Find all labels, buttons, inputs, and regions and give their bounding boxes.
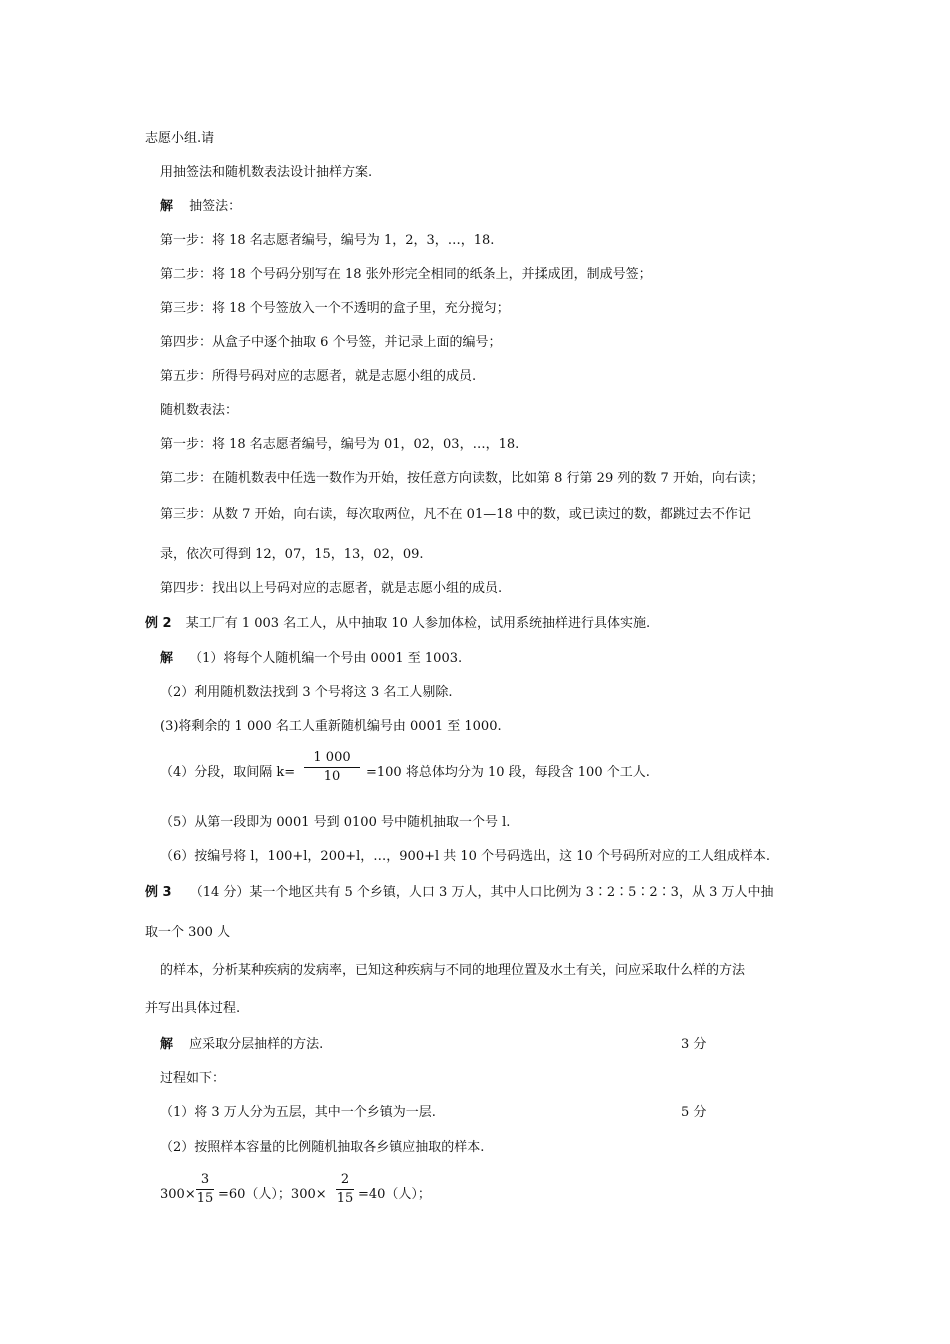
ex2-step-4-pre: （4）分段，取间隔 k= [160,765,296,780]
lottery-step-1: 第一步：将 18 名志愿者编号，编号为 1，2，3，…，18. [160,233,495,248]
ex2-step-4-post: =100 将总体均分为 10 段，每段含 100 个工人. [366,765,650,780]
score-3: 3 分 [681,1037,707,1052]
ex3-method: 应采取分层抽样的方法. [189,1037,324,1052]
calc-b: =60（人）；300× [218,1187,327,1202]
lottery-step-4: 第四步：从盒子中逐个抽取 6 个号签，并记录上面的编号； [160,335,502,350]
line-intro-tail: 志愿小组.请 [145,131,215,146]
lottery-step-5: 第五步：所得号码对应的志愿者，就是志愿小组的成员. [160,369,477,384]
fraction-bar [336,1189,354,1190]
fraction-bar [196,1189,214,1190]
fraction-numerator: 2 [340,1172,350,1187]
ex2-step-6: （6）按编号将 l，100+l，200+l，…，900+l 共 10 个号码选出，这 10 个号码所对应的工人组成样本. [160,849,771,864]
lottery-step-3: 第三步：将 18 个号签放入一个不透明的盒子里，充分搅匀； [160,301,510,316]
example-3-label: 例 3 [145,885,172,900]
lottery-method-title: 抽签法： [189,199,242,214]
ex2-step-2: （2）利用随机数法找到 3 个号将这 3 名工人剔除. [160,685,453,700]
solution-label: 解 [160,199,174,214]
example-3-text: （14 分）某一个地区共有 5 个乡镇，人口 3 万人，其中人口比例为 3∶2∶5∶2∶3，从 3 万人中抽 [189,885,774,900]
ex2-step-1: （1）将每个人随机编一个号由 0001 至 1003. [189,651,463,666]
line-task: 用抽签法和随机数表法设计抽样方案. [160,165,373,180]
fraction-3-15 [196,1172,214,1207]
solution-label: 解 [160,651,174,666]
fraction-denominator: 15 [196,1191,214,1206]
fraction-numerator: 1 000 [313,750,351,765]
random-table-method-title: 随机数表法： [160,403,239,418]
ex2-solution-1 [160,651,462,667]
example-3-cont-2: 的样本，分析某种疾病的发病率，已知这种疾病与不同的地理位置及水土有关，问应采取什么样的方法 [160,963,746,978]
fraction-interval [304,750,360,785]
lottery-step-2: 第二步：将 18 个号码分别写在 18 张外形完全相同的纸条上，并揉成团，制成号签； [160,267,652,282]
random-step-4: 第四步：找出以上号码对应的志愿者，就是志愿小组的成员. [160,581,503,596]
fraction-denominator: 10 [323,769,341,784]
example-2-label: 例 2 [145,616,172,631]
example-2-text: 某工厂有 1 003 名工人，从中抽取 10 人参加体检，试用系统抽样进行具体实施. [185,616,651,631]
random-step-2: 第二步：在随机数表中任选一数作为开始，按任意方向读数，比如第 8 行第 29 列的数 7 开始，向右读； [160,471,764,486]
example-2 [145,616,650,632]
fraction-numerator: 3 [200,1172,210,1187]
ex3-step-1: （1）将 3 万人分为五层，其中一个乡镇为一层. [160,1105,436,1120]
fraction-2-15 [336,1172,354,1207]
ex3-process-title: 过程如下： [160,1071,226,1086]
ex2-step-5: （5）从第一段即为 0001 号到 0100 号中随机抽取一个号 l. [160,815,511,830]
ex2-step-3: (3)将剩余的 1 000 名工人重新随机编号由 0001 至 1000. [160,719,502,734]
example-3-cont-3: 并写出具体过程. [145,1001,241,1016]
line-solution-lottery [160,199,241,215]
fraction-bar [304,767,360,768]
calc-a: 300× [160,1187,196,1202]
example-3 [145,885,774,901]
random-step-3: 第三步：从数 7 开始，向右读，每次取两位，凡不在 01—18 中的数，或已读过的数，都跳过去不作记 [160,507,751,522]
random-step-1: 第一步：将 18 名志愿者编号，编号为 01，02，03，…，18. [160,437,520,452]
score-5: 5 分 [681,1105,707,1120]
ex3-step-2: （2）按照样本容量的比例随机抽取各乡镇应抽取的样本. [160,1140,485,1155]
ex3-solution [160,1037,323,1053]
solution-label: 解 [160,1037,174,1052]
example-3-cont: 取一个 300 人 [145,925,231,940]
random-step-3-cont: 录，依次可得到 12，07，15，13，02，09. [160,547,424,562]
fraction-denominator: 15 [336,1191,354,1206]
calc-c: =40（人）； [358,1187,431,1202]
